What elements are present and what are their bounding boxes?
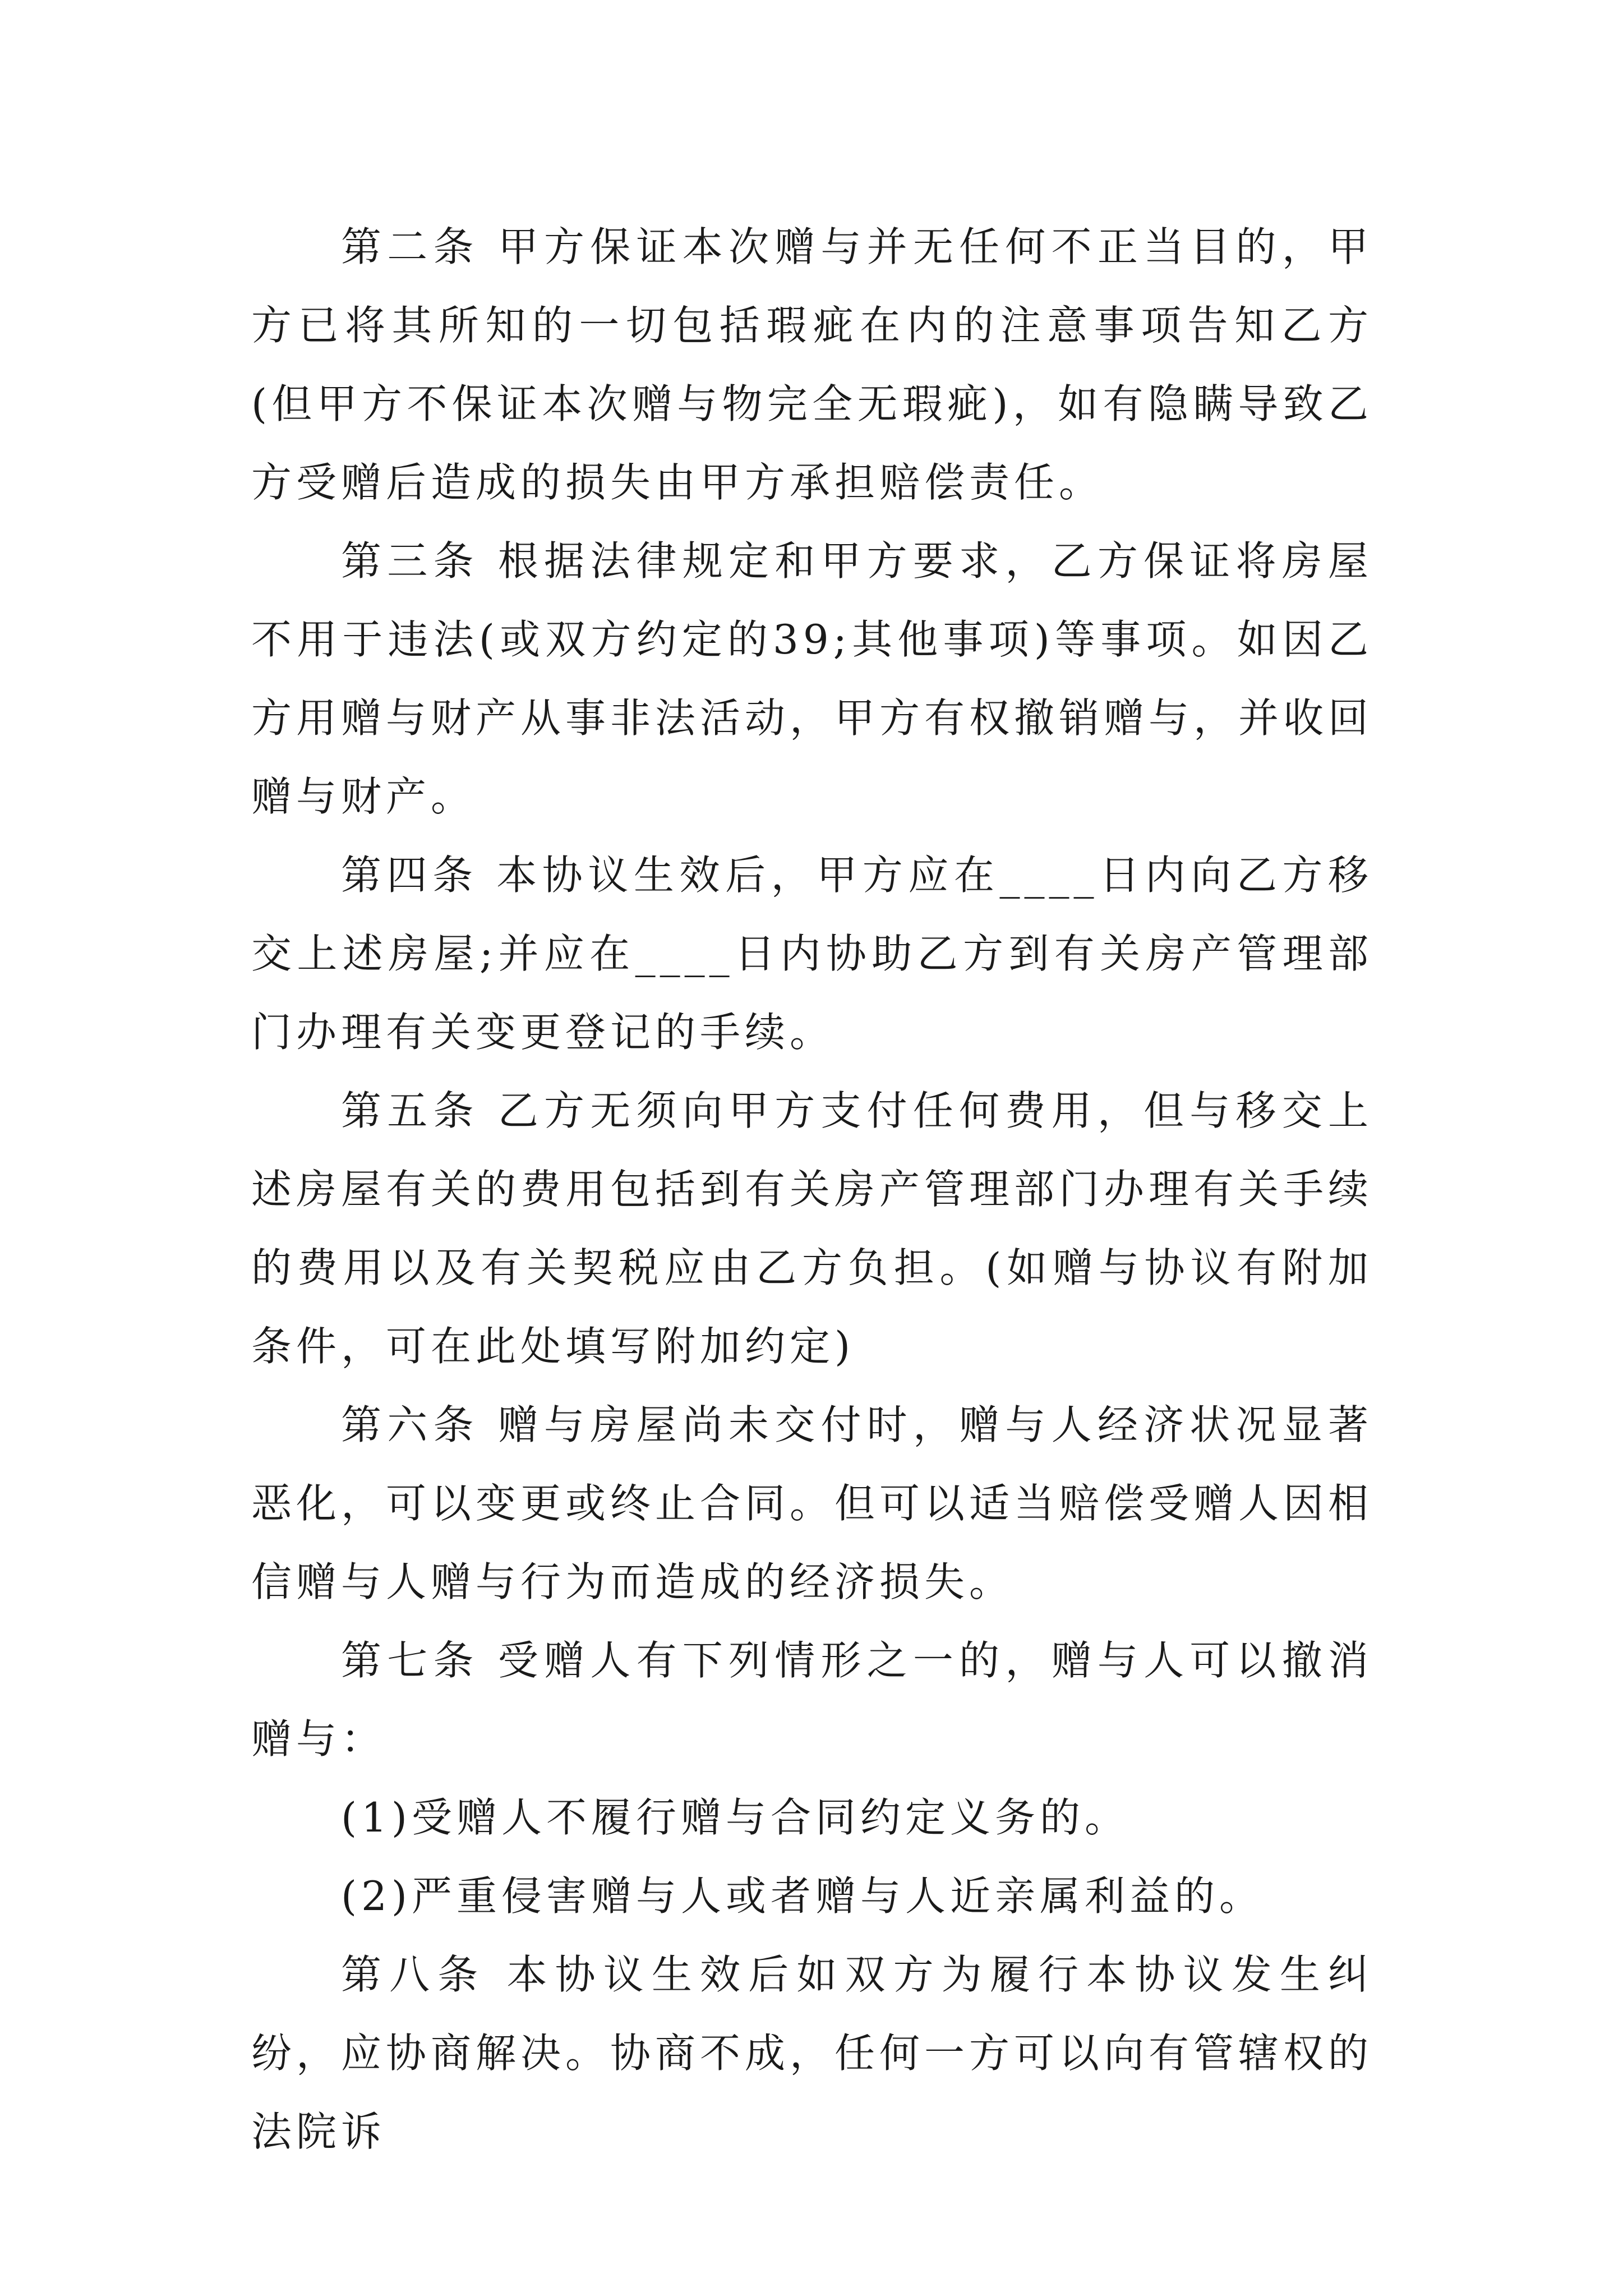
document-body bbox=[251, 208, 1373, 2171]
article-5-paragraph: 第五条 乙方无须向甲方支付任何费用，但与移交上述房屋有关的费用包括到有关房产管理部门办理有关手续的费用以及有关契税应由乙方负担。(如赠与协议有附加条件，可在此处填写附加约定) bbox=[251, 1087, 1373, 1370]
article-3-paragraph: 第三条 根据法律规定和甲方要求，乙方保证将房屋不用于违法(或双方约定的39;其他事项)等事项。如因乙方用赠与财产从事非法活动，甲方有权撤销赠与，并收回赠与财产。 bbox=[251, 537, 1373, 820]
article-4-paragraph: 第四条 本协议生效后，甲方应在____日内向乙方移交上述房屋;并应在____日内协助乙方到有关房产管理部门办理有关变更登记的手续。 bbox=[251, 852, 1373, 1056]
article-2-paragraph: 第二条 甲方保证本次赠与并无任何不正当目的，甲方已将其所知的一切包括瑕疵在内的注意事项告知乙方(但甲方不保证本次赠与物完全无瑕疵)，如有隐瞒导致乙方受赠后造成的损失由甲方承担赔偿责任。 bbox=[251, 223, 1373, 506]
article-8-paragraph: 第八条 本协议生效后如双方为履行本协议发生纠纷，应协商解决。协商不成，任何一方可以向有管辖权的法院诉 bbox=[251, 1951, 1373, 2155]
article-7-item-1: (1)受赠人不履行赠与合同约定义务的。 bbox=[341, 1794, 1129, 1841]
article-7-paragraph: 第七条 受赠人有下列情形之一的，赠与人可以撤消赠与： bbox=[251, 1637, 1373, 1763]
article-7-item-2: (2)严重侵害赠与人或者赠与人近亲属利益的。 bbox=[341, 1872, 1264, 1920]
article-6-paragraph: 第六条 赠与房屋尚未交付时，赠与人经济状况显著恶化，可以变更或终止合同。但可以适当赔偿受赠人因相信赠与人赠与行为而造成的经济损失。 bbox=[251, 1401, 1373, 1605]
